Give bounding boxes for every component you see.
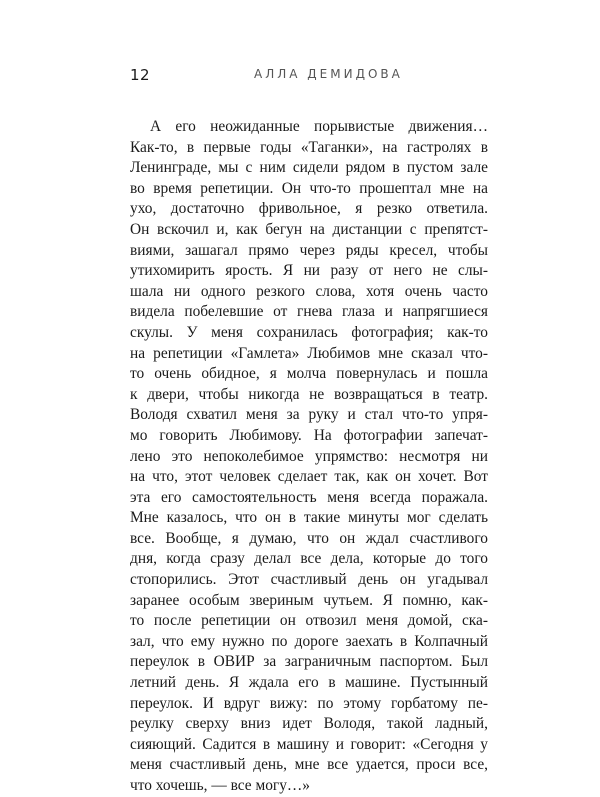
text-line: утихомирить ярость. Я ни разу от него не слы-: [130, 262, 488, 280]
text-line: все. Вообще, я думаю, что он ждал счастливого: [130, 529, 488, 547]
text-line: переулок. И вдруг вижу: по этому горбатому пе-: [130, 694, 488, 712]
text-line: Мне казалось, что он в такие минуты мог сделать: [130, 509, 488, 527]
text-line: эта его самостоятельность меня всегда поражала.: [130, 488, 488, 506]
text-line: сияющий. Садится в машину и говорит: «Сегодня у: [130, 735, 488, 753]
text-line: лено это непоколебимое упрямство: несмотря ни: [130, 447, 488, 465]
page-number: 12: [130, 66, 151, 84]
text-line: мо говорить Любимову. На фотографии запечат-: [130, 426, 488, 444]
text-line: ухо, достаточно фривольное, я резко ответила.: [130, 200, 488, 218]
text-line: А его неожиданные порывистые движения…: [150, 118, 488, 135]
text-line: то очень обидное, я молча повернулась и пошла: [130, 365, 488, 383]
text-line: летний день. Я ждала его в машине. Пустынный: [130, 674, 488, 692]
text-line: скулы. У меня сохранилась фотография; как-то: [130, 323, 488, 341]
text-line: шала ни одного резкого слова, хотя очень часто: [130, 282, 488, 300]
running-head: [130, 66, 490, 90]
text-line: заранее особым звериным чутьем. Я помню, как-: [130, 591, 488, 609]
text-line: реулку сверху вниз идет Володя, такой ладный,: [130, 715, 488, 733]
text-line: Как-то, в первые годы «Таганки», на гастролях в: [130, 138, 488, 156]
text-line: Володя схватил меня за руку и стал что-то упря-: [130, 406, 488, 424]
text-line: к двери, чтобы никогда не возвращаться в театр.: [130, 385, 488, 403]
text-line: дня, когда сразу делал все дела, которые до того: [130, 550, 488, 568]
body-text: [130, 117, 488, 797]
text-line: Ленинграде, мы с ним сидели рядом в пустом зале: [130, 159, 488, 177]
text-line: то после репетиции он отвозил меня домой, ска-: [130, 612, 488, 630]
text-line: на что, этот человек сделает так, как он хочет. Вот: [130, 468, 488, 486]
text-line: Он вскочил и, как бегун на дистанции с препятст-: [130, 220, 488, 238]
text-line: виями, зашагал прямо через ряды кресел, чтобы: [130, 241, 488, 259]
text-line: во время репетиции. Он что-то прошептал мне на: [130, 179, 488, 197]
text-line: что хочешь, — все могу…»: [130, 777, 310, 794]
text-line: на репетиции «Гамлета» Любимов мне сказал что-: [130, 344, 488, 362]
text-line: стопорились. Этот счастливый день он угадывал: [130, 571, 488, 589]
text-line: переулок в ОВИР за заграничным паспортом. Был: [130, 653, 488, 671]
text-line: меня счастливый день, мне все удается, проси все,: [130, 756, 488, 774]
book-author: АЛЛА ДЕМИДОВА: [254, 67, 403, 81]
text-line: видела побелевшие от гнева глаза и напрягшиеся: [130, 303, 488, 321]
text-line: зал, что ему нужно по дороге заехать в Колпачный: [130, 632, 488, 650]
